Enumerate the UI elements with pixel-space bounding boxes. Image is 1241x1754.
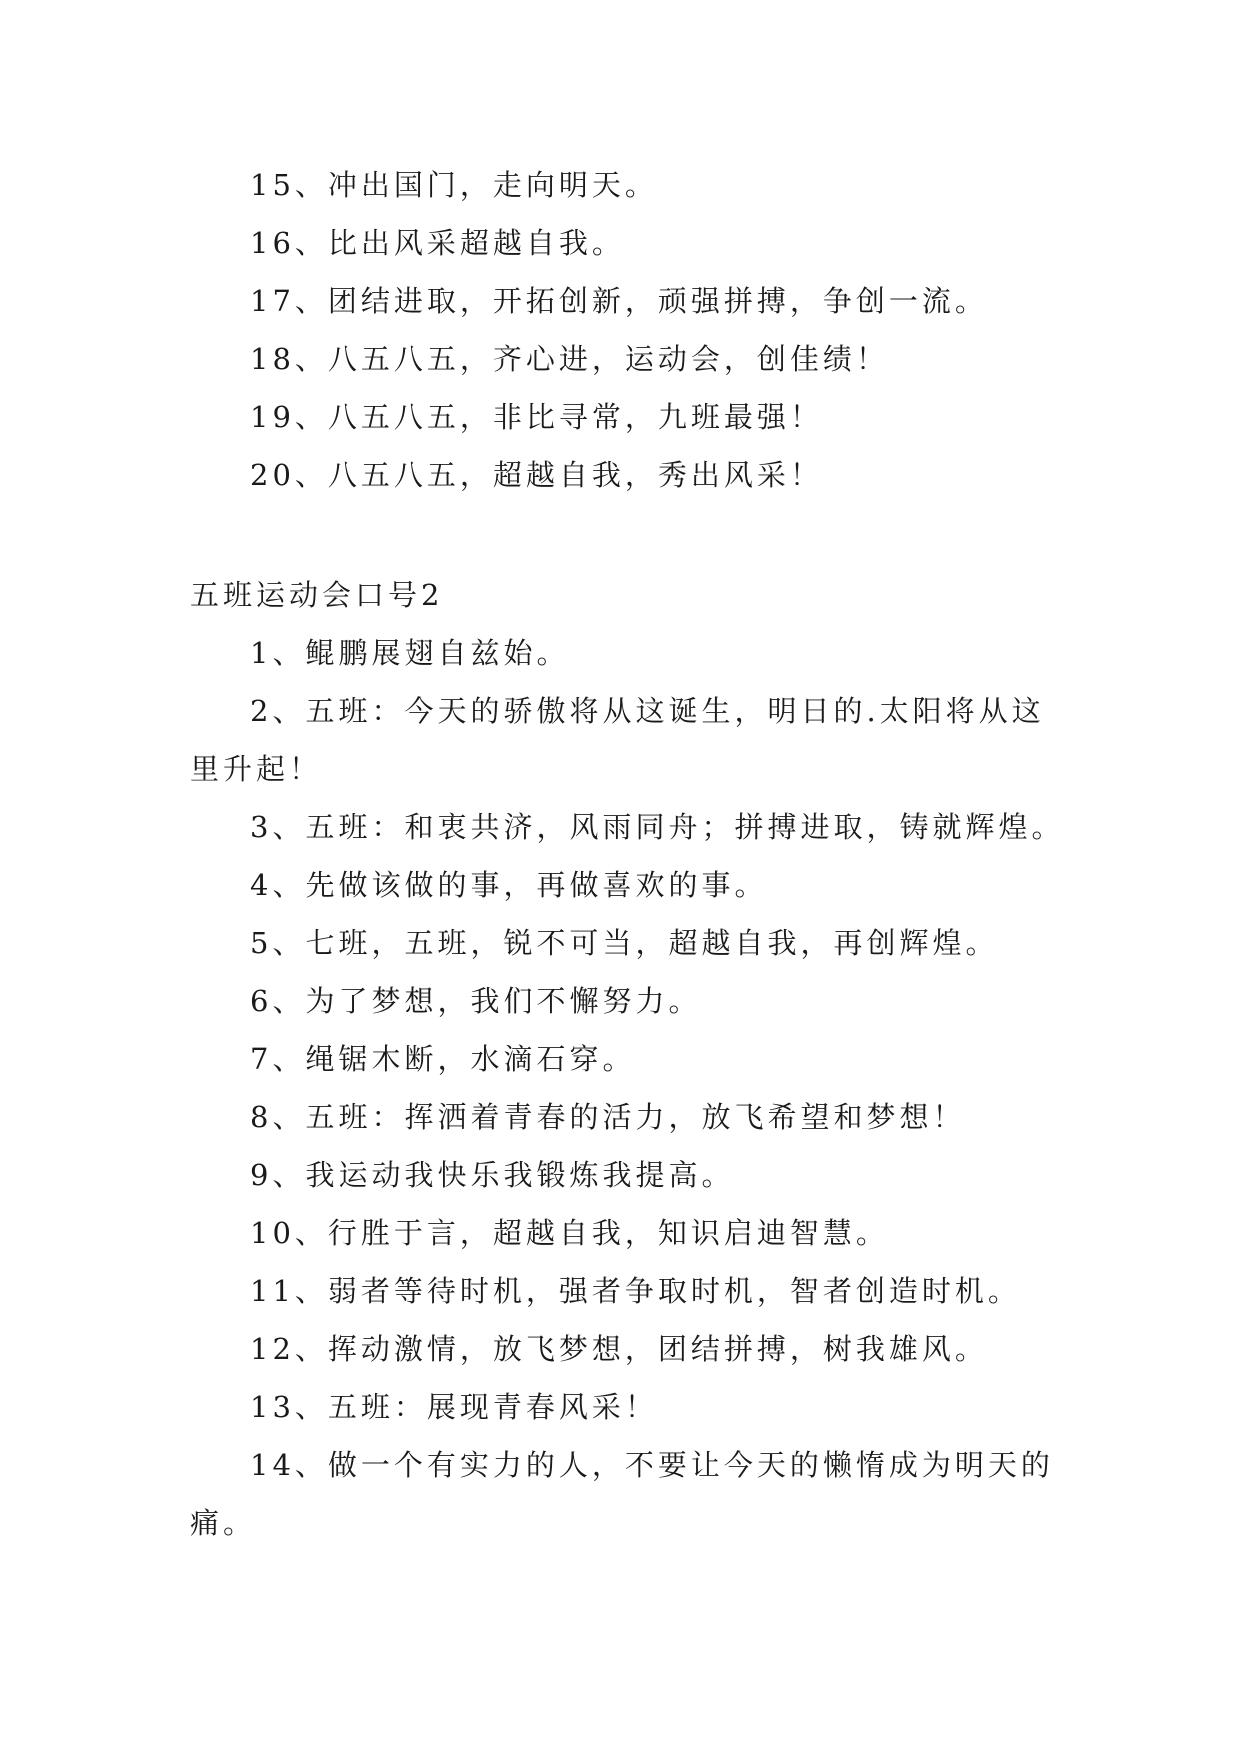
slogan-item: 5、七班，五班，锐不可当，超越自我，再创辉煌。 (250, 926, 999, 960)
slogan-item: 3、五班：和衷共济，风雨同舟；拼搏进取，铸就辉煌。 (250, 810, 1065, 844)
slogan-item: 20、八五八五，超越自我，秀出风采！ (250, 458, 823, 492)
slogan-item: 2、五班：今天的骄傲将从这诞生，明日的.太阳将从这里升起！ (190, 694, 1045, 786)
slogan-list-part-1 (190, 156, 1070, 504)
slogan-item: 11、弱者等待时机，强者争取时机，智者创造时机。 (250, 1274, 1021, 1308)
slogan-item: 9、我运动我快乐我锻炼我提高。 (250, 1158, 735, 1192)
slogan-item: 15、冲出国门，走向明天。 (250, 168, 658, 202)
slogan-item: 14、做一个有实力的人，不要让今天的懒惰成为明天的痛。 (190, 1448, 1054, 1540)
slogan-item: 13、五班：展现青春风采！ (250, 1390, 658, 1424)
slogan-item: 7、绳锯木断，水滴石穿。 (250, 1042, 636, 1076)
slogan-item: 1、鲲鹏展翅自兹始。 (250, 636, 570, 670)
slogan-item: 10、行胜于言，超越自我，知识启迪智慧。 (250, 1216, 889, 1250)
slogan-item: 12、挥动激情，放飞梦想，团结拼搏，树我雄风。 (250, 1332, 988, 1366)
slogan-item: 17、团结进取，开拓创新，顽强拼搏，争创一流。 (250, 284, 988, 318)
section-heading: 五班运动会口号2 (190, 578, 444, 612)
slogan-item: 6、为了梦想，我们不懈努力。 (250, 984, 702, 1018)
slogan-item: 16、比出风采超越自我。 (250, 226, 625, 260)
slogan-list-part-2 (190, 566, 1070, 1552)
slogan-item: 19、八五八五，非比寻常，九班最强！ (250, 400, 823, 434)
slogan-item: 18、八五八五，齐心进，运动会，创佳绩！ (250, 342, 889, 376)
slogan-item: 8、五班：挥洒着青春的活力，放飞希望和梦想！ (250, 1100, 966, 1134)
slogan-item: 4、先做该做的事，再做喜欢的事。 (250, 868, 768, 902)
